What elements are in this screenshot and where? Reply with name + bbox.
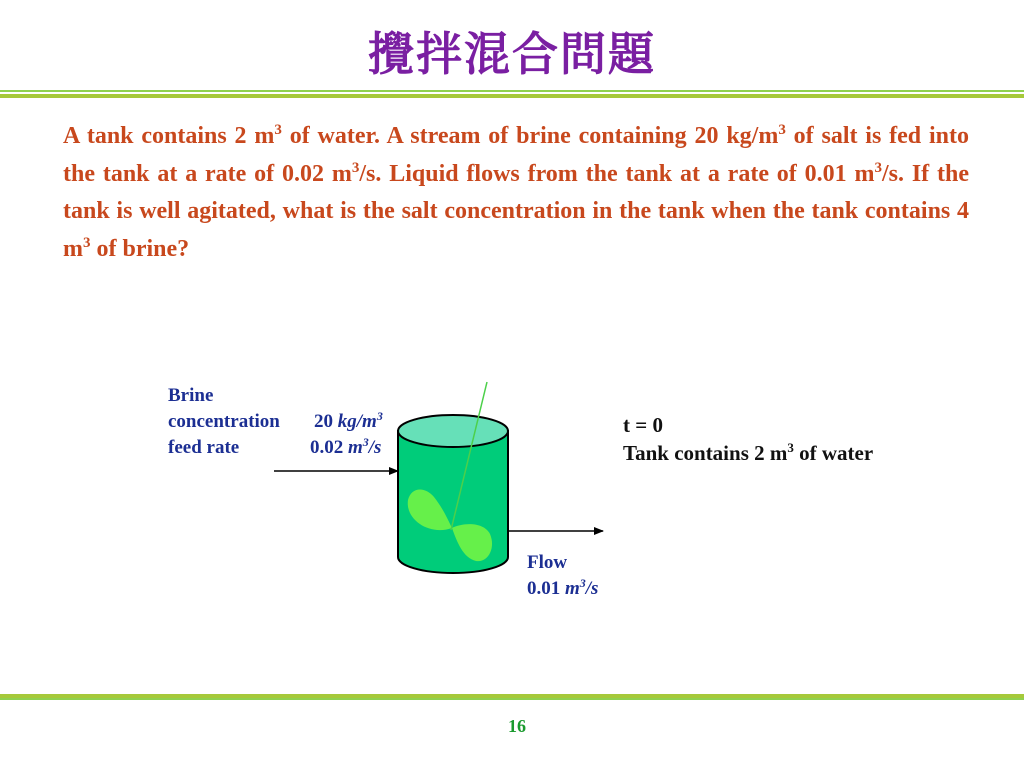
inlet-feed-rate: feed rate 0.02 $m^3/s$ (168, 435, 382, 458)
inlet-concentration: concentration 20 $kg/m^3$ (168, 409, 383, 432)
impeller-blade-upper (408, 489, 452, 530)
agitator-shaft (451, 382, 487, 530)
initial-time: t = 0 (623, 413, 663, 437)
initial-condition (623, 411, 873, 467)
outlet-rate: 0.01 $m^3/s$ (527, 576, 599, 599)
initial-contents: Tank contains 2 $m^3$ of water (623, 440, 874, 465)
inlet-label (168, 383, 383, 461)
outlet-label (527, 550, 598, 602)
outlet-heading: Flow (527, 552, 568, 573)
tank (398, 415, 508, 573)
slide-title: 攪拌混合問題 (368, 29, 656, 80)
tank-body (398, 431, 508, 573)
problem-statement: A tank contains 2 $m^3$ of water. A stream of brine containing 20 $kg/m^3$ of salt is fed into the tank at a rate of 0.02 $m^3/s$. Liquid flows from the tank at a rate of 0.01 $m^3/s$. If the tank is well agitated, what is the salt concentration in the tank when the tank contains 4 $m^3$ of brine? (63, 122, 969, 262)
tank-top (398, 415, 508, 447)
page-number: 16 (508, 716, 526, 736)
inlet-heading: Brine (168, 385, 214, 406)
footer-divider (0, 692, 1024, 700)
title-divider (0, 90, 1024, 98)
impeller-blade-lower (452, 524, 492, 561)
